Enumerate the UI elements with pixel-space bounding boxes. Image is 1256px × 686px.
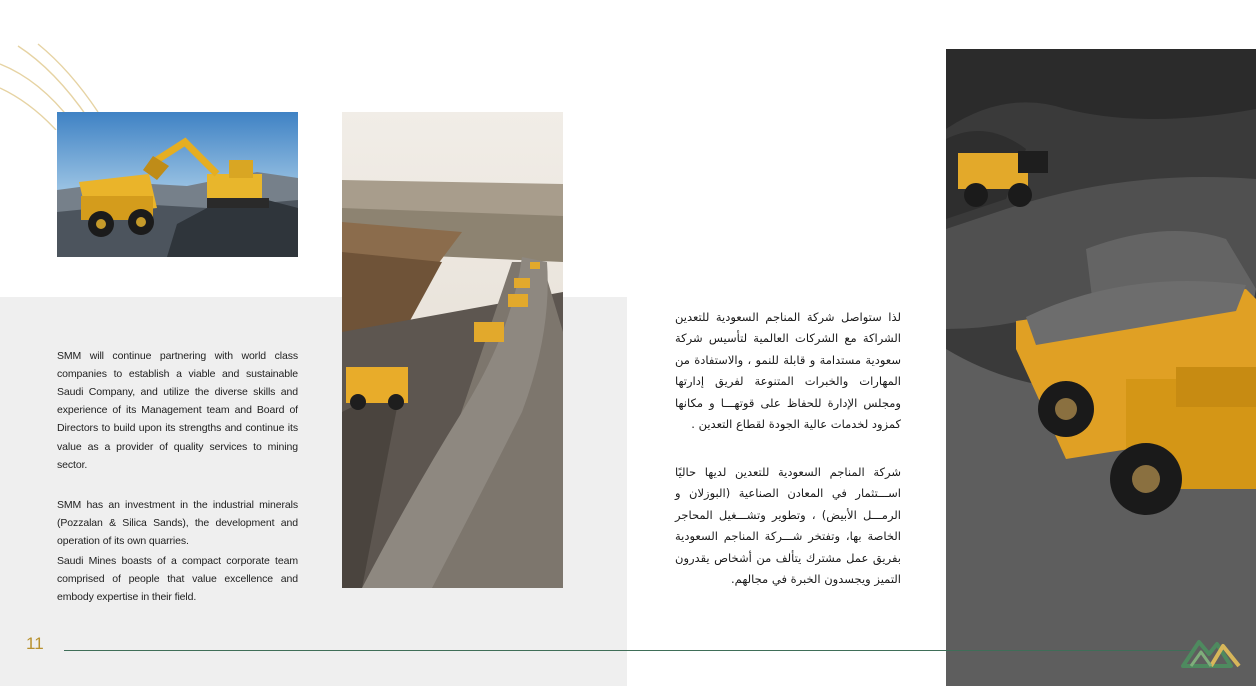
english-paragraph-1: SMM will continue partnering with world class companies to establish a viable and sustainable Saudi Company, and utilize the diverse skills and experience of its Management team and Board of Directors to build upon its strengths and continue its value as a provider of quality services to mining sector. xyxy=(57,349,298,471)
english-paragraph-2: SMM has an investment in the industrial minerals (Pozzalan & Silica Sands), the development and operation of its own quarries. xyxy=(57,498,298,547)
page-number: 11 xyxy=(26,634,44,653)
english-paragraph-3: Saudi Mines boasts of a compact corporate team comprised of people that value excellence and embody expertise in their field. xyxy=(57,554,298,603)
footer-divider-line xyxy=(64,650,1192,651)
mountain-logo-icon xyxy=(1181,632,1241,668)
excavator-truck-photo xyxy=(57,112,298,257)
arabic-paragraph-1: لذا ستواصل شركة المناجم السعودية للتعدين الشراكة مع الشركات العالمية لتأسيس شركة سعودية مستدامة و قابلة للنمو ، والاستفادة من المهارات والخبرات المتنوعة لفريق إدارتها ومجلس الإدارة للحفاظ على قوتهـــا و مكانها كمزود لخدمات عالية الجودة لقطاع التعدين . xyxy=(675,309,901,431)
haul-road-trucks-photo xyxy=(342,112,563,588)
mining-dump-truck-photo xyxy=(946,49,1256,686)
arabic-paragraph-2: شركة المناجم السعودية للتعدين لديها حاليًا اســـتثمار في المعادن الصناعية (البوزلان و الرمـــل الأبيض) ، وتطوير وتشـــغيل المحاجر الخاصة بها، وتفتخر شـــركة المناجم السعودية بفريق عمل مشترك يتألف من أشخاص يقدرون التميز ويجسدون الخبرة في مجالهم. xyxy=(675,464,901,586)
